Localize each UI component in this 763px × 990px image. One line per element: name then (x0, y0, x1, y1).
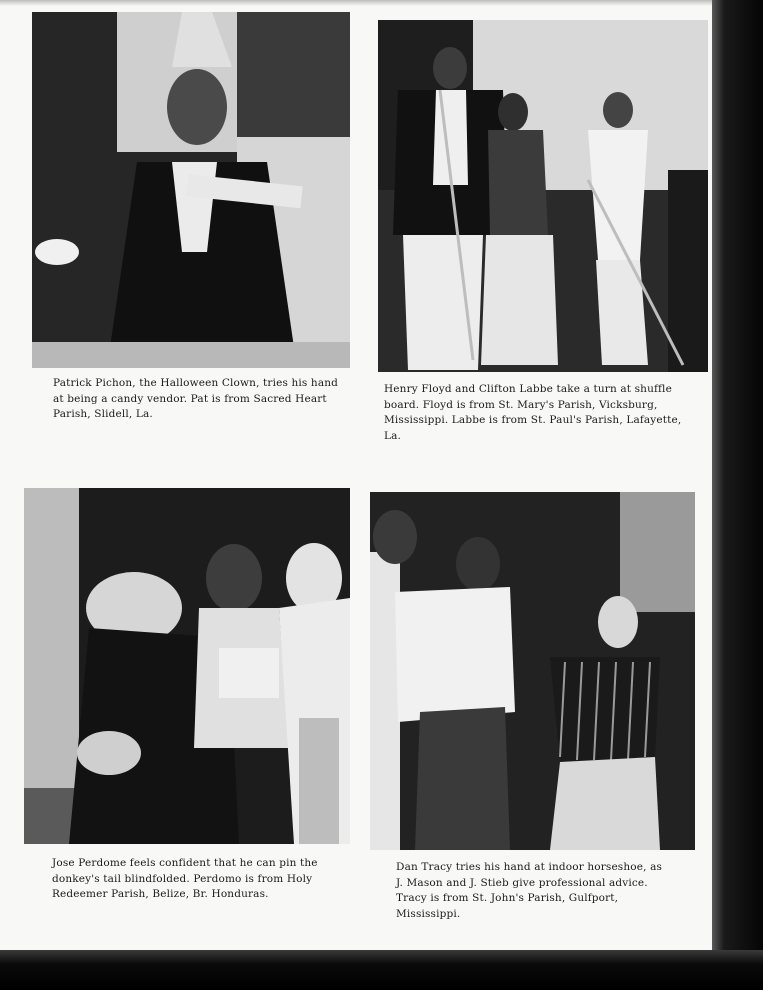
page-top-edge (0, 0, 763, 6)
photo-shuffle-board (378, 20, 708, 372)
photo-shuffle-board-image (378, 20, 708, 372)
caption-donkey-tail: Jose Perdome feels confident that he can pin the donkey's tail blindfolded. Perdomo is from Holy Redeemer Parish, Belize, Br. Honduras. (52, 857, 318, 900)
photo-halloween-clown-image (32, 12, 350, 368)
caption-halloween-clown: Patrick Pichon, the Halloween Clown, tries his hand at being a candy vendor. Pat is from Sacred Heart Parish, Slidell, La. (53, 377, 339, 420)
caption-indoor-horseshoe: Dan Tracy tries his hand at indoor horseshoe, as J. Mason and J. Stieb give professional advice. Tracy is from St. John's Parish, Gulfport, Mississippi. (396, 861, 663, 920)
page-bottom-shadow (0, 950, 763, 990)
photo-donkey-tail (24, 488, 350, 844)
page-binding-shadow (712, 0, 763, 990)
caption-shuffle-board: Henry Floyd and Clifton Labbe take a turn at shuffle board. Floyd is from St. Mary's Parish, Vicksburg, Mississippi. Labbe is from St. Paul's Parish, Lafayette, La. (384, 383, 682, 442)
photo-indoor-horseshoe-image (370, 492, 695, 850)
photo-donkey-tail-image (24, 488, 350, 844)
photo-indoor-horseshoe (370, 492, 695, 850)
photo-halloween-clown (32, 12, 350, 368)
